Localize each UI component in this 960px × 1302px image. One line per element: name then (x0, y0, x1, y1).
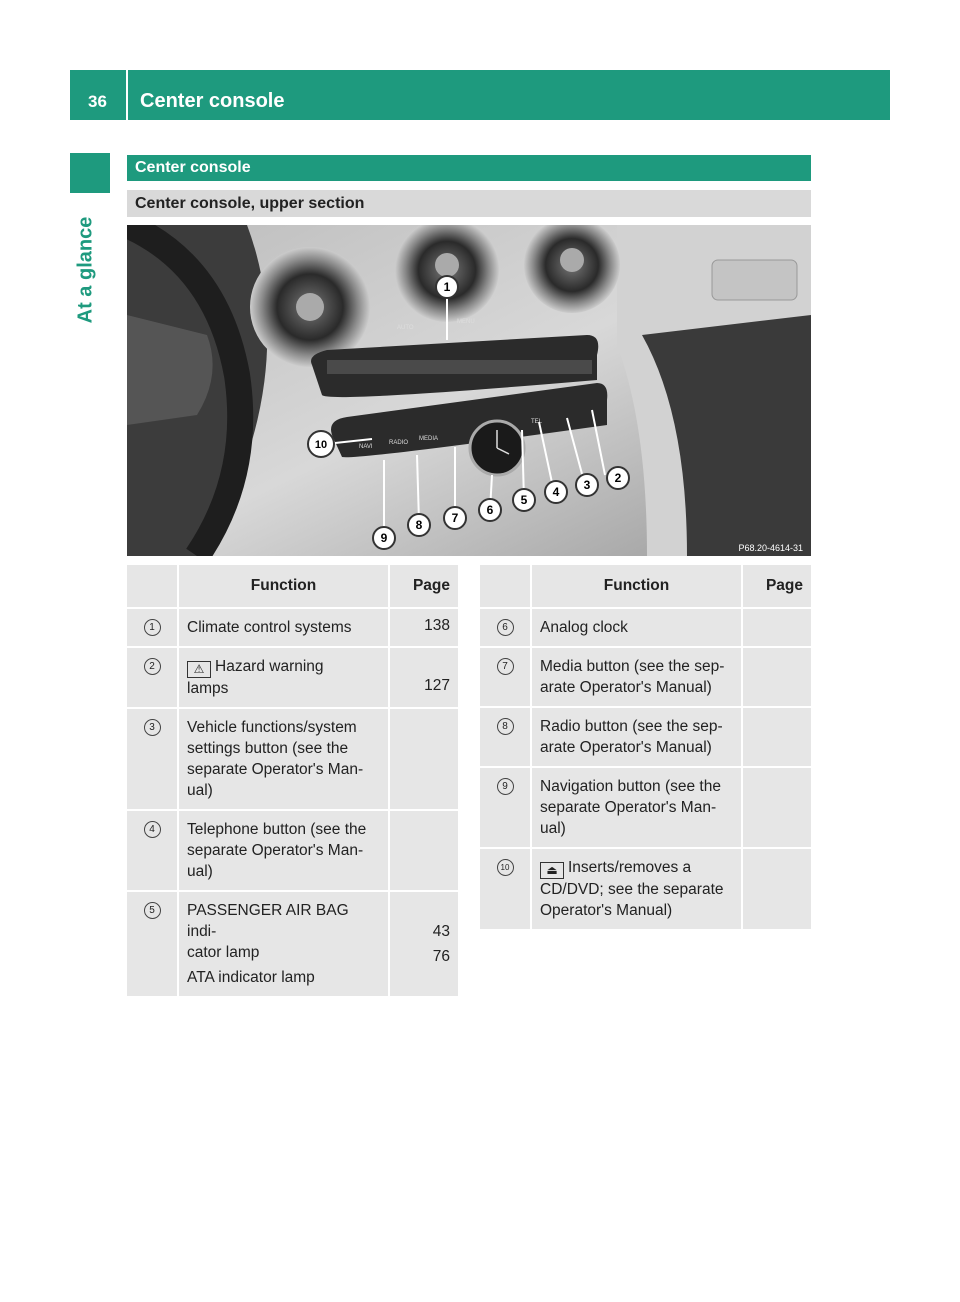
table-row: 2 ⚠ Hazard warning lamps 127 (127, 648, 458, 707)
table-row: 9 Navigation button (see the separate Operator's Man- ual) (480, 768, 811, 847)
callout-marker: 9 (497, 778, 514, 795)
navi-button-label: NAVI (359, 444, 373, 450)
section-subtitle: Center console, upper section (127, 190, 811, 217)
media-button-label: MEDIA (419, 436, 439, 442)
callout-marker: 3 (144, 719, 161, 736)
callout-8: 8 (415, 518, 423, 532)
callout-marker: 2 (144, 658, 161, 675)
function-table-right (480, 563, 811, 931)
function-header: Function (532, 565, 741, 607)
function-header: Function (179, 565, 388, 607)
page-header-cell: Page (743, 565, 811, 607)
table-row: 10 ⏏ Inserts/removes a CD/DVD; see the separate Operator's Manual) (480, 849, 811, 929)
page-number: 36 (88, 92, 107, 111)
callout-10: 10 (314, 439, 328, 451)
callout-4: 4 (552, 485, 560, 499)
table-row: 8 Radio button (see the sep- arate Operator's Manual) (480, 708, 811, 766)
callout-9: 9 (380, 531, 388, 545)
function-table-left (127, 563, 458, 998)
table-row: 5 PASSENGER AIR BAG indi- cator lamp ATA indicator lamp 43 76 (127, 892, 458, 996)
callout-marker: 5 (144, 902, 161, 919)
page-ref: 127 (424, 677, 450, 694)
side-tab-marker (70, 153, 110, 193)
table-row: 7 Media button (see the sep- arate Operator's Manual) (480, 648, 811, 706)
table-row: 1 Climate control systems 138 (127, 609, 458, 646)
callout-2: 2 (614, 471, 622, 485)
callout-marker: 10 (497, 859, 514, 876)
header-divider (126, 70, 128, 120)
callout-marker: 7 (497, 658, 514, 675)
auto-button-label: AUTO (397, 325, 414, 331)
menu-button-label: MENU (457, 319, 475, 325)
page-ref: 76 (432, 948, 450, 965)
callout-marker: 1 (144, 619, 161, 636)
callout-1: 1 (443, 280, 451, 294)
photo-code: P68.20-4614-31 (738, 543, 803, 553)
eject-icon: ⏏ (540, 862, 564, 879)
page-title: Center console (140, 90, 285, 112)
side-tab-label: At a glance (74, 216, 97, 324)
callout-3: 3 (583, 478, 591, 492)
section-title: Center console (127, 155, 811, 181)
table-row: 6 Analog clock (480, 609, 811, 646)
callout-7: 7 (451, 511, 459, 525)
callout-marker: 8 (497, 718, 514, 735)
page-ref: 138 (424, 617, 450, 634)
callout-6: 6 (486, 503, 494, 517)
tel-button-label: TEL (531, 419, 543, 425)
radio-button-label: RADIO (389, 440, 409, 446)
callout-marker: 4 (144, 821, 161, 838)
callout-5: 5 (520, 493, 528, 507)
page-ref: 43 (432, 923, 450, 940)
page-header-cell: Page (390, 565, 458, 607)
center-console-photo (127, 225, 811, 556)
table-row: 4 Telephone button (see the separate Operator's Man- ual) (127, 811, 458, 890)
hazard-warning-icon: ⚠ (187, 661, 211, 678)
callout-marker: 6 (497, 619, 514, 636)
table-row: 3 Vehicle functions/system settings button (see the separate Operator's Man- ual) (127, 709, 458, 809)
